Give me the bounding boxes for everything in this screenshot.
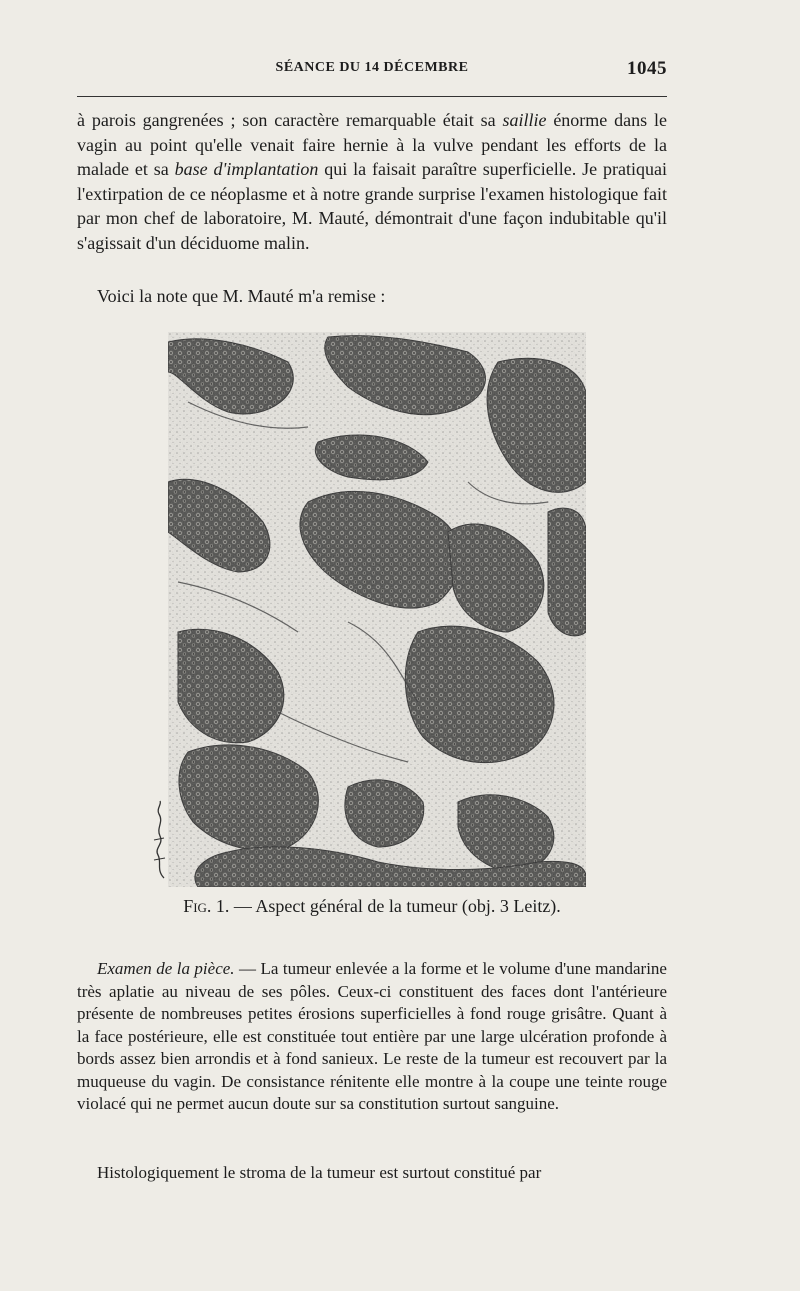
running-head: SÉANCE DU 14 DÉCEMBRE — [275, 60, 469, 75]
body-text: à parois gangrenées ; son caractère remarquable était sa — [77, 110, 503, 130]
paragraph-intro — [77, 108, 667, 255]
artist-signature — [150, 800, 170, 880]
section-examen — [77, 958, 667, 1116]
page-number: 1045 — [627, 58, 667, 79]
histology-paragraph: Histologiquement le stroma de la tumeur est surtout constitué par — [97, 1163, 542, 1182]
paragraph-note-intro — [77, 284, 667, 309]
body-text: énorme dans le vagin au point qu'elle venait faire hernie à la vulve pendant les efforts de la malade et sa — [77, 110, 667, 179]
figure-caption-text: — Aspect général de la tumeur (obj. 3 Leitz). — [229, 896, 561, 916]
header-rule — [77, 96, 667, 97]
note-intro-text: Voici la note que M. Mauté m'a remise : — [97, 286, 386, 306]
figure-caption — [77, 896, 667, 917]
section-text: — La tumeur enlevée a la forme et le volume d'une mandarine très aplatie au niveau de ses pôles. Ceux-ci constituent des faces dont l'antérieure présente de nombreuses petites érosions superficielles à fond rouge grisâtre. Quant à la face postérieure, elle est constituée tout entière par une large ulcération profonde à bords assez bien arrondis et à fond sanieux. Le reste de la tumeur est recouvert par la muqueuse du vagin. De consistance rénitente elle montre à la coupe une teinte rouge violacé qui ne permet aucun doute sur sa constitution surtout sanguine. — [77, 959, 667, 1113]
body-text: qui la faisait paraître superficielle. Je pratiquai l'extirpation de ce néoplasme et à notre grande surprise l'examen histologique fait par mon chef de laboratoire, M. Mauté, démontrait d'une façon indubitable qu'il s'agissait d'un déciduome malin. — [77, 159, 667, 253]
figure-label: Fig. 1. — [183, 896, 230, 916]
emphasis-text: saillie — [502, 110, 547, 130]
histology-figure — [168, 332, 586, 887]
section-heading: Examen de la pièce. — [97, 959, 235, 978]
page-header — [77, 58, 667, 84]
emphasis-text: base d'implantation — [174, 159, 319, 179]
